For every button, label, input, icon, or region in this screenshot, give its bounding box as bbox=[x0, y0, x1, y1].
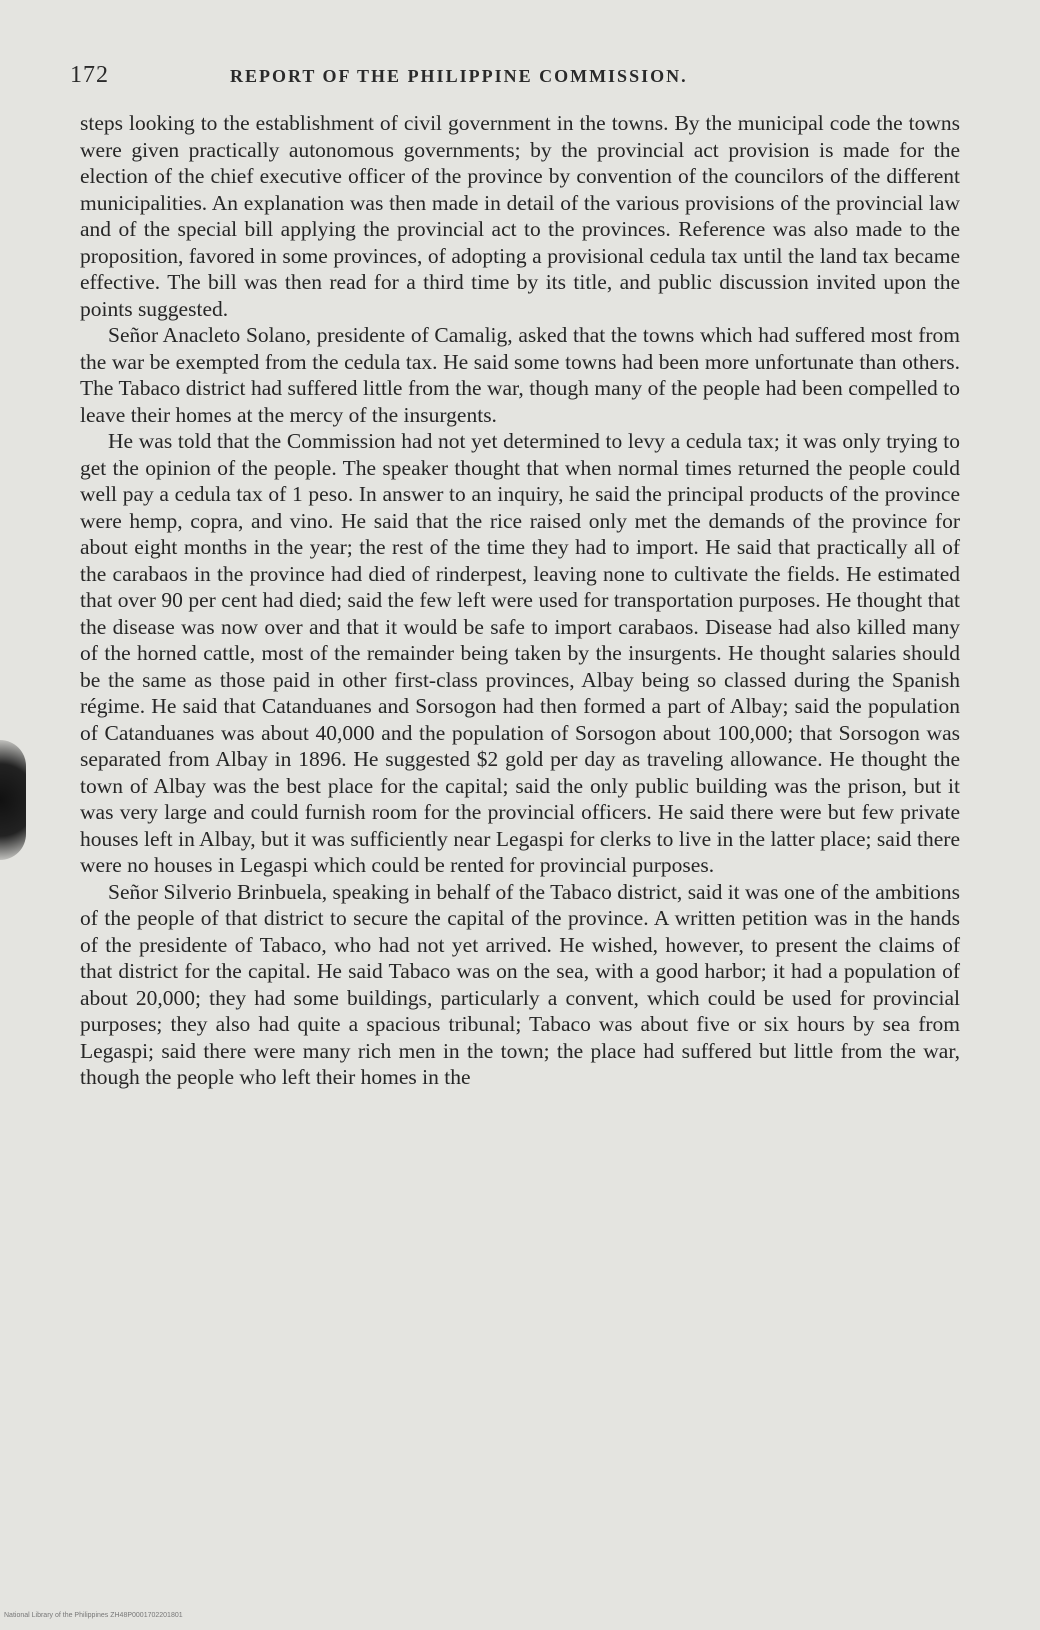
paragraph: steps looking to the establishment of civil government in the towns. By the municipal code the towns were given practically autonomous governments; by the provincial act provision is made for the election of the chief executive officer of the province by convention of the councilors of the different municipalities. An explanation was then made in detail of the various provisions of the provincial law and of the special bill applying the provincial act to the provinces. Reference was also made to the proposition, favored in some provinces, of adopting a provisional cedula tax until the land tax became effective. The bill was then read for a third time by its title, and public discussion invited upon the points suggested. bbox=[80, 111, 960, 321]
paragraph: He was told that the Commission had not yet determined to levy a cedula tax; it was only trying to get the opinion of the people. The speaker thought that when normal times returned the people could well pay a cedula tax of 1 peso. In answer to an inquiry, he said the principal products of the province were hemp, copra, and vino. He said that the rice raised only met the demands of the province for about eight months in the year; the rest of the time they had to import. He said that practically all of the carabaos in the province had died of rinderpest, leaving none to cultivate the fields. He estimated that over 90 per cent had died; said the few left were used for transportation purposes. He thought that the disease was now over and that it would be safe to import carabaos. Disease had also killed many of the horned cattle, most of the remainder being taken by the insurgents. He thought salaries should be the same as those paid in other first-class provinces, Albay being so classed during the Spanish régime. He said that Catanduanes and Sorsogon had then formed a part of Albay; said the population of Catanduanes was about 40,000 and the population of Sorsogon about 100,000; that Sorsogon was separated from Albay in 1896. He suggested $2 gold per day as traveling allowance. He thought the town of Albay was the best place for the capital; said the only public building was the prison, but it was very large and could furnish room for the provincial officers. He said there were but few private houses left in Albay, but it was sufficiently near Legaspi for clerks to live in the latter place; said there were no houses in Legaspi which could be rented for provincial purposes. bbox=[80, 429, 960, 877]
page-header bbox=[70, 62, 950, 92]
running-head: REPORT OF THE PHILIPPINE COMMISSION. bbox=[230, 66, 688, 86]
scan-footer: National Library of the Philippines ZH48P0001702201801 bbox=[4, 1612, 183, 1619]
paragraph: Señor Anacleto Solano, presidente of Camalig, asked that the towns which had suffered most from the war be exempted from the cedula tax. He said some towns had been more unfortunate than others. The Tabaco district had suffered little from the war, though many of the people had been compelled to leave their homes at the mercy of the insurgents. bbox=[80, 323, 960, 427]
body-text bbox=[80, 110, 960, 1091]
page-number: 172 bbox=[70, 62, 109, 88]
scan-blot bbox=[0, 740, 26, 860]
paragraph: Señor Silverio Brinbuela, speaking in behalf of the Tabaco district, said it was one of the ambitions of the people of that district to secure the capital of the province. A written petition was in the hands of the presidente of Tabaco, who had not yet arrived. He wished, however, to present the claims of that district for the capital. He said Tabaco was on the sea, with a good harbor; it had a population of about 20,000; they had some buildings, particularly a convent, which could be used for provincial purposes; they also had quite a spacious tribunal; Tabaco was about five or six hours by sea from Legaspi; said there were many rich men in the town; the place had suffered but little from the war, though the people who left their homes in the bbox=[80, 879, 960, 1089]
